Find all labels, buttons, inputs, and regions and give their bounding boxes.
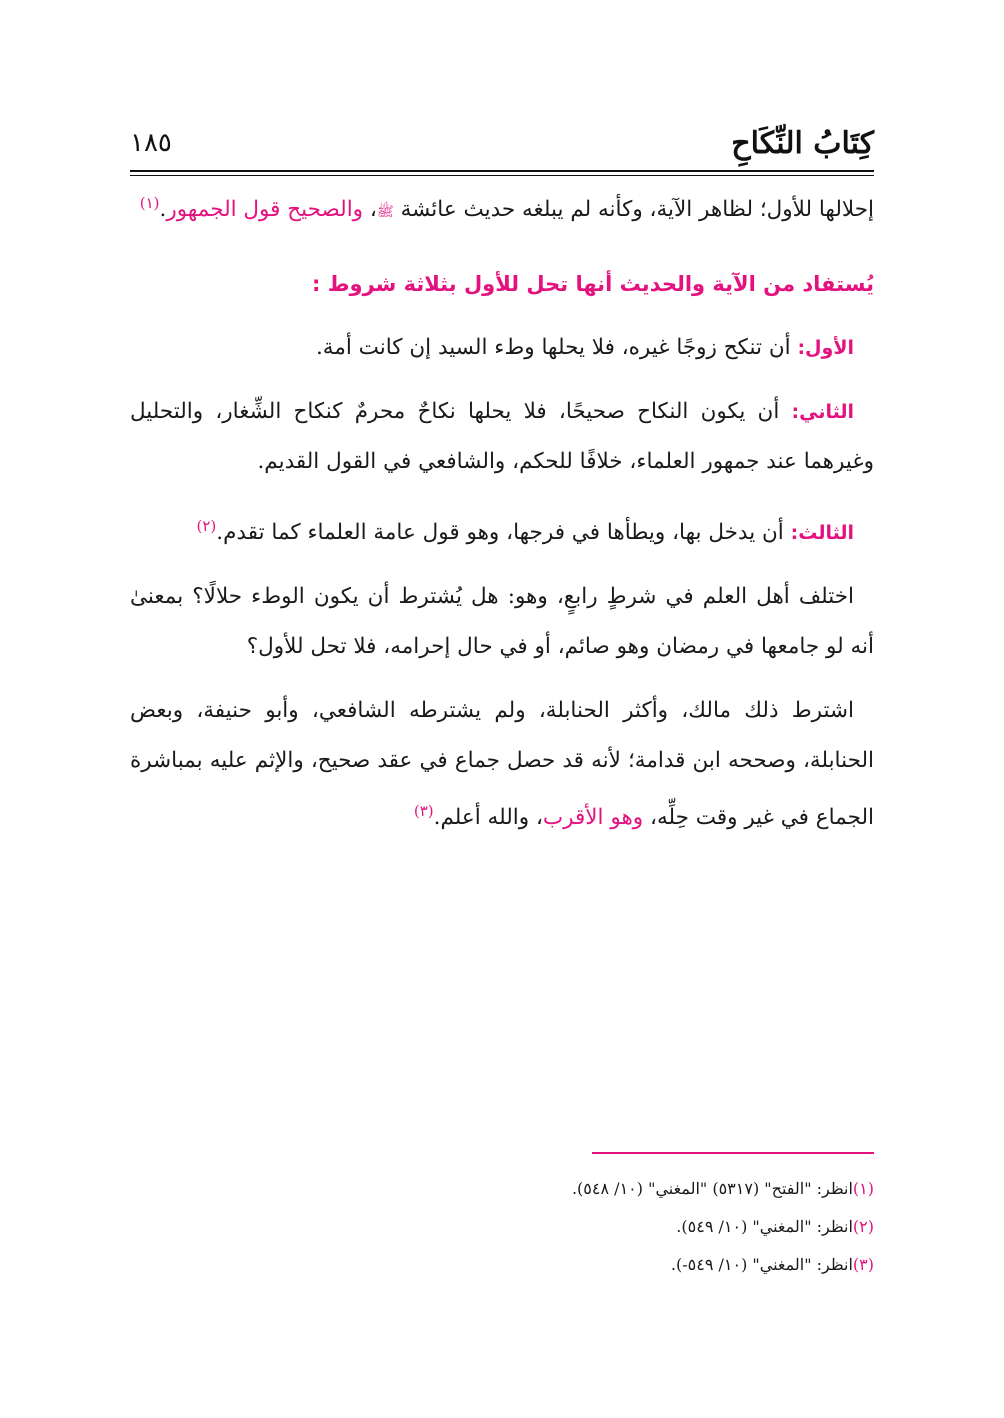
paragraph-conclusion: اشترط ذلك مالك، وأكثر الحنابلة، ولم يشترطه الشافعي، وأبو حنيفة، وبعض الحنابلة، وصححه ابن قدامة؛ لأنه قد حصل جماع في عقد صحيح، والإثم عليه بمباشرة الجماع في غير وقت حِلِّه، وهو الأقرب، والله أعلم.$^{(٣)}$ [130, 698, 874, 831]
footnote-ref-2[interactable]: (٢) [196, 517, 217, 536]
condition-label: الثاني: [791, 401, 854, 424]
footnote-separator [592, 1152, 874, 1154]
footnote-item: (٣)انظر: "المغني" (١٠/ ٥٤٩-). [670, 1255, 874, 1274]
highlighted-ruling: وهو الأقرب [542, 805, 644, 831]
footnote-item: (٢)انظر: "المغني" (١٠/ ٥٤٩). [676, 1217, 874, 1236]
header-rule-thin [130, 175, 874, 176]
footnote-number: (١) [852, 1179, 874, 1198]
condition-first: الأول: أن تنكح زوجًا غيره، فلا يحلها وطء السيد إن كانت أمة. [315, 335, 854, 361]
honorific-glyph: ﷺ [376, 204, 394, 221]
highlighted-ruling: والصحيح قول الجمهور [166, 197, 364, 223]
footnote-ref-1[interactable]: (١) [139, 194, 160, 212]
footnote-ref-3[interactable]: (٣) [413, 802, 434, 821]
section-heading: يُستفاد من الآية والحديث أنها تحل للأول بثلاثة شروط : [312, 272, 874, 297]
chapter-title: كِتَابُ النِّكَاحِ [731, 125, 874, 161]
page-number: ١٨٥ [130, 128, 172, 158]
condition-label: الأول: [797, 337, 854, 360]
condition-second: الثاني: أن يكون النكاح صحيحًا، فلا يحلها نكاحٌ محرمٌ كنكاح الشِّغار، والتحليل وغيرهما عند جمهور العلماء، خلافًا للحكم، والشافعي في القول القديم. [130, 399, 874, 475]
footnote-item: (١)انظر: "الفتح" (٥٣١٧) "المغني" (١٠/ ٥٤٨). [571, 1179, 874, 1198]
main-text [130, 178, 874, 857]
footnote-number: (٢) [852, 1217, 874, 1236]
header-rule-thick [130, 170, 874, 172]
paragraph-intro: إحلالها للأول؛ لظاهر الآية، وكأنه لم يبلغه حديث عائشة ﷺ، والصحيح قول الجمهور.$^{(١)}$ [139, 194, 874, 223]
condition-third: الثالث: أن يدخل بها، ويطأها في فرجها، وهو قول عامة العلماء كما تقدم.$^{(٢)}$ [196, 517, 854, 546]
page-header [130, 118, 874, 168]
footnotes [130, 1170, 874, 1284]
footnote-number: (٣) [852, 1255, 874, 1274]
paragraph-disagreement: اختلف أهل العلم في شرطٍ رابعٍ، وهو: هل يُشترط أن يكون الوطء حلالًا؟ بمعنىٰ أنه لو جامعها في رمضان وهو صائم، أو في حال إحرامه، فلا تحل للأول؟ [130, 584, 874, 660]
condition-label: الثالث: [790, 522, 854, 545]
